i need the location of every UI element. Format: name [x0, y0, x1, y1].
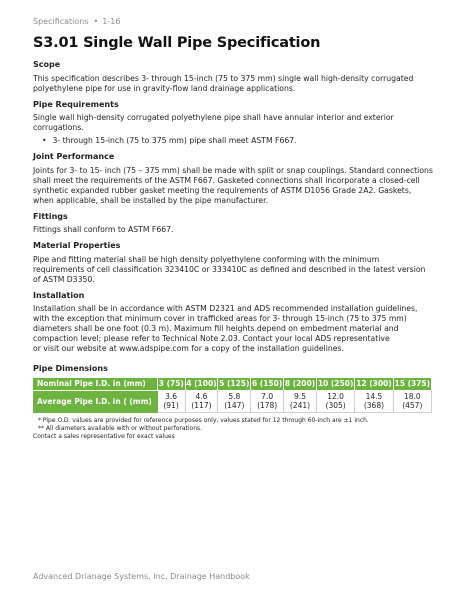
nominal-id-cell: 12 (300): [356, 379, 392, 389]
average-id-label: Average Pipe I.D. in ( (mm): [33, 390, 158, 413]
bullet-text: 3- through 15-inch (75 to 375 mm) pipe shall meet ASTM F667.: [52, 136, 297, 145]
table-note: * Pipe O.D. values are provided for reference purposes only, values stated for 12 through 60-inch are ±1 inch.: [38, 417, 369, 424]
nominal-id-row: [33, 378, 432, 391]
header-separator: •: [93, 17, 99, 26]
average-id-cell: 18.0 (457): [393, 390, 431, 413]
table-note: ** All diameters available with or without perforations.: [38, 425, 203, 432]
average-id-cell: 14.5 (368): [355, 390, 393, 413]
nominal-id-cell: 6 (150): [251, 379, 283, 389]
installation-line: with the exception that minimum cover in trafficked areas for 3- through 15-inch (75 to 375 mm): [33, 314, 407, 323]
average-id-cell: 12.0 (305): [316, 390, 354, 413]
nominal-id-label: Nominal Pipe I.D. in (mm): [33, 378, 158, 391]
nominal-id-cell: 3 (75): [158, 379, 184, 389]
pipe-requirements-bullet: [42, 136, 433, 146]
joint-performance-heading: Joint Performance: [33, 152, 115, 161]
pipe-dimensions-table: [33, 378, 432, 414]
table-notes: [33, 417, 433, 441]
table-note: Contact a sales representative for exact values: [33, 433, 175, 440]
pipe-dimensions-heading: Pipe Dimensions: [33, 364, 108, 373]
running-header: [33, 17, 120, 26]
material-properties-heading: Material Properties: [33, 241, 121, 250]
running-footer: Advanced Drianage Systems, Inc. Drainage Handbook: [33, 572, 250, 581]
installation-line: Installation shall be in accordance with ASTM D2321 and ADS recommended installation guidelines,: [33, 304, 418, 313]
joint-performance-text: Joints for 3- to 15- inch (75 – 375 mm) shall be made with split or snap couplings. Standard connections shall meet the requirements of the ASTM F667. Gasketed connections shall incorporate a closed-cell synthetic expanded rubber gasket meeting the requirements of ASTM D1056 Grade 2A2. Gaskets, when applicable, shall be installed by the pipe manufacturer.: [33, 165, 433, 205]
average-id-row: [33, 390, 432, 413]
nominal-id-cell: 8 (200): [284, 379, 316, 389]
pipe-requirements-text: Single wall high-density corrugated polyethylene pipe shall have annular interior and exterior corrugations.: [33, 113, 394, 132]
bullet-dot-icon: •: [42, 136, 47, 145]
installation-heading: Installation: [33, 290, 85, 300]
average-id-cell: 3.6 (91): [158, 390, 185, 413]
scope-heading: Scope: [33, 60, 61, 69]
installation-text: [33, 304, 433, 354]
pipe-requirements-heading: Pipe Requirements: [33, 99, 119, 109]
spec-content: [33, 60, 433, 441]
fittings-heading: Fittings: [33, 211, 68, 221]
scope-text: This specification describes 3- through 15-inch (75 to 375 mm) single wall high-density corrugated polyethylene pipe for use in gravity-flow land drainage applications.: [33, 73, 414, 93]
page-title: S3.01 Single Wall Pipe Specification: [33, 35, 321, 51]
nominal-id-cell: 15 (375): [394, 379, 431, 389]
installation-line: diameters shall be one foot (0.3 m). Maximum fill heights depend on embedment material and: [33, 324, 399, 333]
average-id-cell: 9.5 (241): [284, 390, 317, 413]
average-id-cell: 7.0 (178): [251, 390, 284, 413]
nominal-id-cell: 5 (125): [219, 379, 250, 389]
average-id-cell: 4.6 (117): [185, 390, 218, 413]
nominal-id-cell: 10 (250): [317, 379, 354, 389]
fittings-text: Fittings shall conform to ASTM F667.: [33, 225, 174, 234]
installation-line: compaction level; please refer to Technical Note 2.03. Contact your local ADS representative: [33, 334, 390, 343]
installation-line: or visit our website at www.adspipe.com for a copy of the installation guidelines.: [33, 344, 344, 353]
header-page-number: 1-16: [102, 17, 121, 26]
nominal-id-cell: 4 (100): [186, 379, 217, 389]
material-properties-text: Pipe and fitting material shall be high density polyethylene conforming with the minimum requirements of cell classification 323410C or 333410C as defined and described in the latest version of ASTM D3350.: [33, 254, 426, 284]
header-section: Specifications: [33, 17, 89, 26]
average-id-cell: 5.8 (147): [218, 390, 251, 413]
